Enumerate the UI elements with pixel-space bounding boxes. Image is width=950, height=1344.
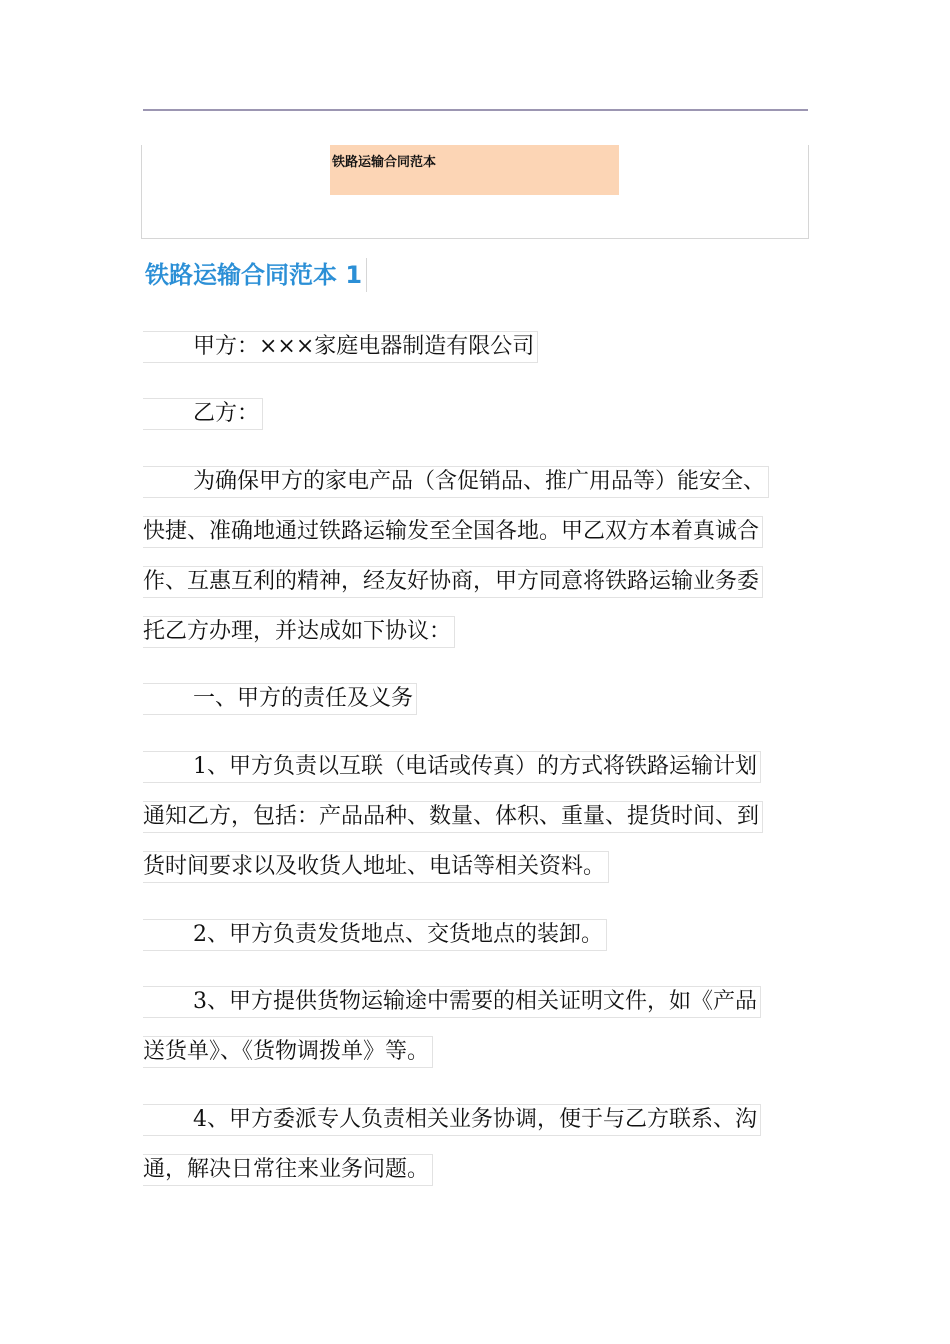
paragraph-line: 为确保甲方的家电产品（含促销品、推广用品等）能安全、 — [143, 466, 769, 498]
clause-line: 通，解决日常往来业务问题。 — [143, 1154, 433, 1186]
clause-line: 货时间要求以及收货人地址、电话等相关资料。 — [143, 851, 609, 883]
party-a-line: 甲方：×××家庭电器制造有限公司 — [143, 331, 538, 363]
clause-line: 3、甲方提供货物运输途中需要的相关证明文件，如《产品 — [143, 986, 761, 1018]
paragraph-line: 作、互惠互利的精神，经友好协商，甲方同意将铁路运输业务委 — [143, 566, 763, 598]
clause-line: 4、甲方委派专人负责相关业务协调，便于与乙方联系、沟 — [143, 1104, 761, 1136]
paragraph-line: 托乙方办理，并达成如下协议： — [143, 616, 455, 648]
party-b-line: 乙方： — [143, 398, 263, 430]
clause-line: 通知乙方，包括：产品品种、数量、体积、重量、提货时间、到 — [143, 801, 763, 833]
document-title: 铁路运输合同范本 1 — [145, 258, 367, 292]
header-label: 铁路运输合同范本 — [330, 145, 619, 195]
clause-line: 送货单》、《货物调拨单》等。 — [143, 1036, 433, 1068]
section-heading: 一、甲方的责任及义务 — [143, 683, 417, 715]
header-rule — [143, 109, 808, 111]
clause-line: 2、甲方负责发货地点、交货地点的装卸。 — [143, 919, 607, 951]
clause-line: 1、甲方负责以互联（电话或传真）的方式将铁路运输计划 — [143, 751, 761, 783]
paragraph-line: 快捷、准确地通过铁路运输发至全国各地。甲乙双方本着真诚合 — [143, 516, 763, 548]
